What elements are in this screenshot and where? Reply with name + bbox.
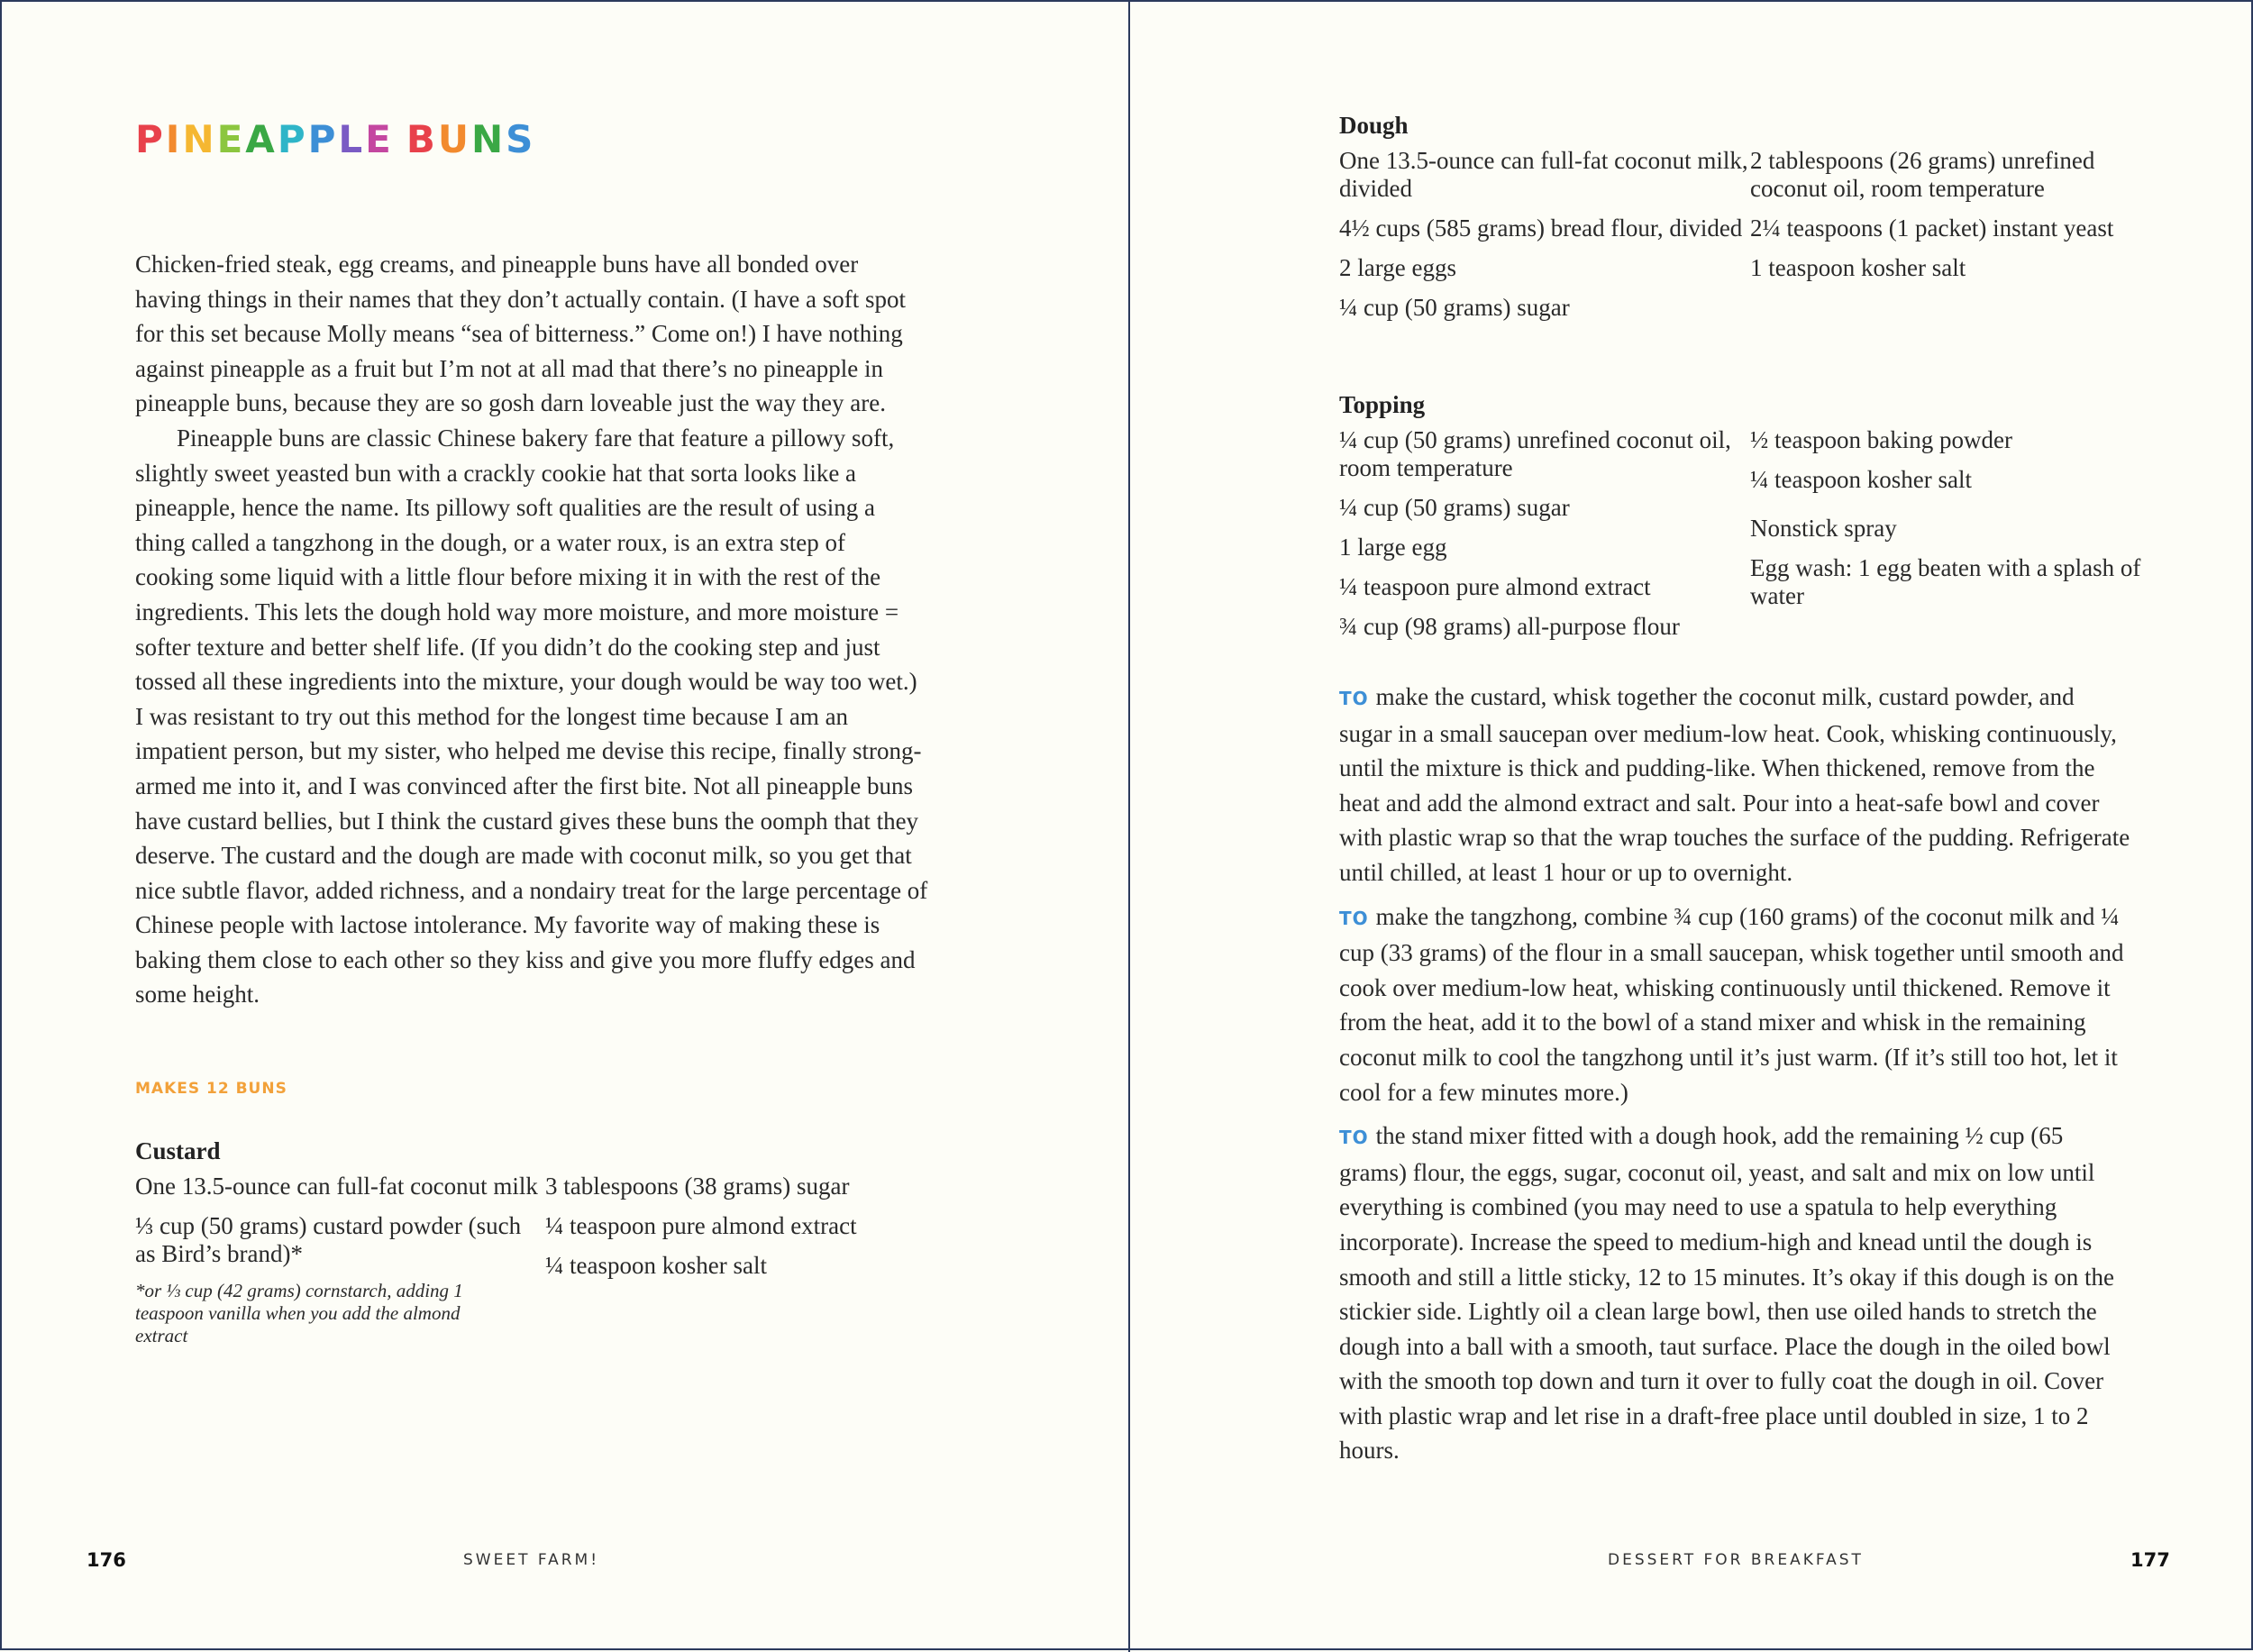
ingredient-item: ¼ teaspoon pure almond extract [1339,573,1651,600]
title-letter: P [307,117,339,161]
footnote: *or ⅓ cup (42 grams) cornstarch, adding 1 teaspoon vanilla when you add the almond extract [135,1280,463,1346]
intro-paragraph: Pineapple buns are classic Chinese bakery fare that feature a pillowy soft, slightly sweet yeasted bun with a crackly cookie hat that sorta looks like a pineapple, hence the name. Its pillowy soft qualities are the result of using a thing called a tangzhong in the dough, or a water roux, is an extra step of cooking some liquid with a little flour before mixing it in with the rest of the ingredients. This lets the dough hold way more moisture, and more moisture = softer texture and better shelf life. (If you didn’t do the cooking step and just tossed all these ingredients into the mixture, your dough would be way too wet.) I was resistant to try out this method for the longest time because I am an impatient person, but my sister, who helped me devise this recipe, finally strong-armed me into it, and I was convinced after the first bite. Not all pineapple buns have custard bellies, but I think the custard gives these buns the oomph that they deserve. The custard and the dough are made with coconut milk, so you get that nice subtle flavor, added richness, and a nondairy treat for the large percentage of Chinese people with lactose intolerance. My favorite way of making these is baking them close to each other so they kiss and give you more fluffy edges and some height. [135,424,928,1009]
ingredient-item: ¼ cup (50 grams) unrefined coconut oil, room temperature [1339,426,1731,481]
running-head: SWEET FARM! [463,1551,600,1569]
title-letter: L [338,117,366,161]
recipe-title [135,117,535,161]
title-letter: A [245,117,278,161]
title-letter: P [277,117,308,161]
ingredient-column [1750,426,2165,653]
ingredient-item: ¼ cup (50 grams) sugar [1339,494,1570,521]
title-letter: N [182,117,217,161]
ingredient-item: ⅓ cup (50 grams) custard powder (such as Bird’s brand)* [135,1212,522,1267]
ingredient-item: Nonstick spray [1750,515,1897,542]
topping-ingredients [1339,391,2195,653]
title-letter: I [165,117,183,161]
custard-ingredients [135,1137,946,1347]
page-number: 177 [2130,1549,2170,1571]
ingredient-item: ¼ teaspoon pure almond extract [545,1212,857,1239]
ingredient-item: 1 teaspoon kosher salt [1750,254,1966,281]
title-letter: U [437,117,471,161]
section-heading: Custard [135,1137,221,1164]
ingredient-item: ¼ teaspoon kosher salt [1750,466,1972,493]
step-text: make the custard, whisk together the coconut milk, custard powder, and sugar in a small saucepan over medium-low heat. Cook, whisking continuously, until the mixture is thick and pudding-like. When thickened, remove from the heat and add the almond extract and salt. Pour into a heat-safe bowl and cover with plastic wrap so that the wrap touches the surface of the pudding. Refrigerate until chilled, at least 1 hour or up to overnight. [1339,683,2130,886]
ingredient-item: ¾ cup (98 grams) all-purpose flour [1339,613,1680,640]
yield-label: MAKES 12 BUNS [135,1080,287,1098]
ingredient-item: One 13.5-ounce can full-fat coconut milk, divided [1339,147,1748,202]
ingredient-item: ½ teaspoon baking powder [1750,426,2012,453]
title-letter: N [471,117,506,161]
method-step [1339,680,2132,890]
ingredient-item: 4½ cups (585 grams) bread flour, divided [1339,214,1743,242]
ingredient-column [1339,426,1750,653]
section-heading: Dough [1339,112,1409,139]
left-page [2,2,1128,1652]
step-lead: TO [1339,1127,1369,1149]
ingredient-item: 1 large egg [1339,534,1447,561]
title-letter: P [135,117,166,161]
section-heading: Topping [1339,391,1426,418]
ingredient-item: 2 tablespoons (26 grams) unrefined coconut oil, room temperature [1750,147,2095,202]
ingredient-item: 2¼ teaspoons (1 packet) instant yeast [1750,214,2114,242]
ingredient-item: 3 tablespoons (38 grams) sugar [545,1173,850,1200]
title-letter: S [506,117,536,161]
ingredient-column [135,1173,545,1347]
ingredient-item: Egg wash: 1 egg beaten with a splash of water [1750,554,2141,609]
running-head: DESSERT FOR BREAKFAST [1608,1551,1864,1569]
step-text: the stand mixer fitted with a dough hook, add the remaining ½ cup (65 grams) flour, the eggs, sugar, coconut oil, yeast, and salt and mix on low until everything is combined (you may need to use a spatula to help everything incorporate). Increase the speed to medium-high and knead until the dough is smooth and still a little sticky, 12 to 15 minutes. It’s okay if this dough is on the stickier side. Lightly oil a clean large bowl, then use oiled hands to stretch the dough into a ball with a smooth, taut surface. Place the dough in the oiled bowl with the smooth top down and turn it over to fully coat the dough in oil. Cover with plastic wrap and let rise in a draft-free place until doubled in size, 1 to 2 hours. [1339,1122,2114,1465]
method-step [1339,1118,2132,1468]
ingredient-item: ¼ cup (50 grams) sugar [1339,294,1570,321]
ingredient-column [1750,147,2165,333]
title-letter: E [365,117,394,161]
page-number: 176 [87,1549,126,1571]
step-lead: TO [1339,688,1369,709]
title-letter: E [216,117,246,161]
method-step [1339,899,2132,1110]
ingredient-item: ¼ teaspoon kosher salt [545,1252,767,1279]
intro-paragraph: Chicken-fried steak, egg creams, and pineapple buns have all bonded over having things in their names that they don’t actually contain. (I have a soft spot for this set because Molly means “sea of bitterness.” Come on!) I have nothing against pineapple as a fruit but I’m not at all mad that there’s no pineapple in pineapple buns, because they are so gosh darn loveable just the way they are. [135,251,907,417]
intro-text [135,247,928,1012]
ingredient-column [545,1173,924,1347]
ingredient-item: 2 large eggs [1339,254,1456,281]
dough-ingredients [1339,112,2195,333]
right-page [1130,2,2253,1652]
step-text: make the tangzhong, combine ¾ cup (160 grams) of the coconut milk and ¼ cup (33 grams) of the flour in a small saucepan, whisk together until smooth and cook over medium-low heat, whisking continuously until thickened. Remove it from the heat, add it to the bowl of a stand mixer and whisk in the remaining coconut milk to cool the tangzhong until it’s just warm. (If it’s still too hot, let it cool for a few minutes more.) [1339,902,2124,1106]
ingredient-item: One 13.5-ounce can full-fat coconut milk [135,1173,538,1200]
ingredient-column [1339,147,1750,333]
title-letter: B [406,117,438,161]
method-steps [1339,680,2132,1477]
step-lead: TO [1339,907,1369,929]
